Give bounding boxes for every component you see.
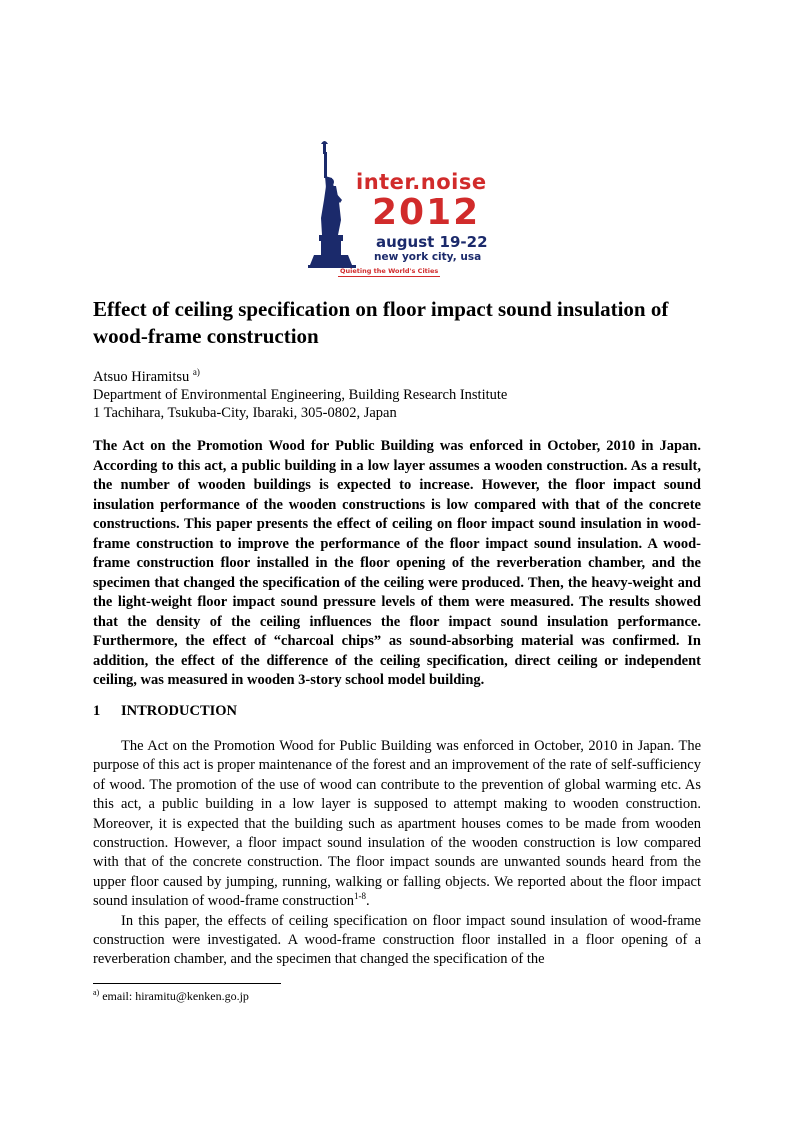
section-number: 1 (93, 703, 101, 719)
logo-line-2: 2012 (372, 192, 481, 233)
author-line (93, 368, 701, 386)
conference-logo (308, 140, 498, 280)
paper-title: Effect of ceiling specification on floor impact sound insulation of wood-frame construction (93, 297, 669, 348)
logo-line-1: inter.noise (356, 170, 487, 194)
footnote-email: email: hiramitu@kenken.go.jp (99, 989, 249, 1003)
logo-line-3: august 19-22 (376, 233, 488, 251)
paragraph-text: In this paper, the effects of ceiling specification on floor impact sound insulation of wood-frame construction were investigated. A wood-frame construction floor installed in a floor opening of a reverberation chamber, and the specimen that changed the specification of the (93, 912, 701, 968)
paragraph (93, 912, 701, 970)
paragraph-end: . (365, 893, 370, 910)
paragraph-text: The Act on the Promotion Wood for Public Building was enforced in October, 2010 in Japan. The purpose of this act is proper maintenance of the forest and an improvement of the rate of self-sufficiency of wood. The promotion of the use of wood can contribute to the prevention of global warming etc. As this act, a public building in a low layer is supposed to attempt making to wooden construction. Moreover, it is expected that the building such as apartment houses comes to be made from wooden construction. However, a floor impact sound insulation of the wooden construction is low compared with that of the concrete construction. The floor impact sounds are unwanted sounds heard from the upper floor caused by jumping, running, walking or falling objects. We reported about the floor impact sound insulation of wood-frame construction (93, 738, 701, 910)
address: 1 Tachihara, Tsukuba-City, Ibaraki, 305-0802, Japan (93, 405, 397, 421)
footnote-divider (93, 983, 281, 984)
paragraph (93, 737, 701, 912)
citation: 1-8 (353, 891, 366, 902)
logo-tagline: Quieting the World's Cities (340, 267, 439, 275)
affiliation: Department of Environmental Engineering, Building Research Institute (93, 387, 508, 403)
footnote (93, 989, 249, 1003)
body-text (93, 737, 701, 970)
author-footnote-mark: a) (192, 367, 200, 377)
logo-line-4: new york city, usa (374, 251, 482, 263)
section-title: INTRODUCTION (121, 703, 238, 719)
footnote-mark: a) (93, 988, 100, 997)
abstract: The Act on the Promotion Wood for Public Building was enforced in October, 2010 in Japan. According to this act, a public building in a low layer assumes a wooden construction. As a result, the number of wooden buildings is expected to increase. However, the floor impact sound insulation performance of the wooden constructions is low compared with that of the concrete constructions. This paper presents the effect of ceiling on floor impact sound insulation in wood-frame construction to improve the performance of the floor impact sound insulation. A wood-frame construction floor installed in the floor opening of the reverberation chamber, and the specimen that changed the specification of the ceiling were produced. Then, the heavy-weight and the light-weight floor impact sound pressure levels of them were measured. The results showed that the density of the ceiling influences the floor impact sound insulation performance. Furthermore, the effect of “charcoal chips” as sound-absorbing material was confirmed. In addition, the effect of the difference of the ceiling specification, direct ceiling or independent ceiling, was measured in wooden 3-story school model building. (93, 438, 701, 688)
author-block (93, 368, 701, 422)
section-heading (93, 701, 701, 721)
author-name: Atsuo Hiramitsu (93, 369, 190, 385)
